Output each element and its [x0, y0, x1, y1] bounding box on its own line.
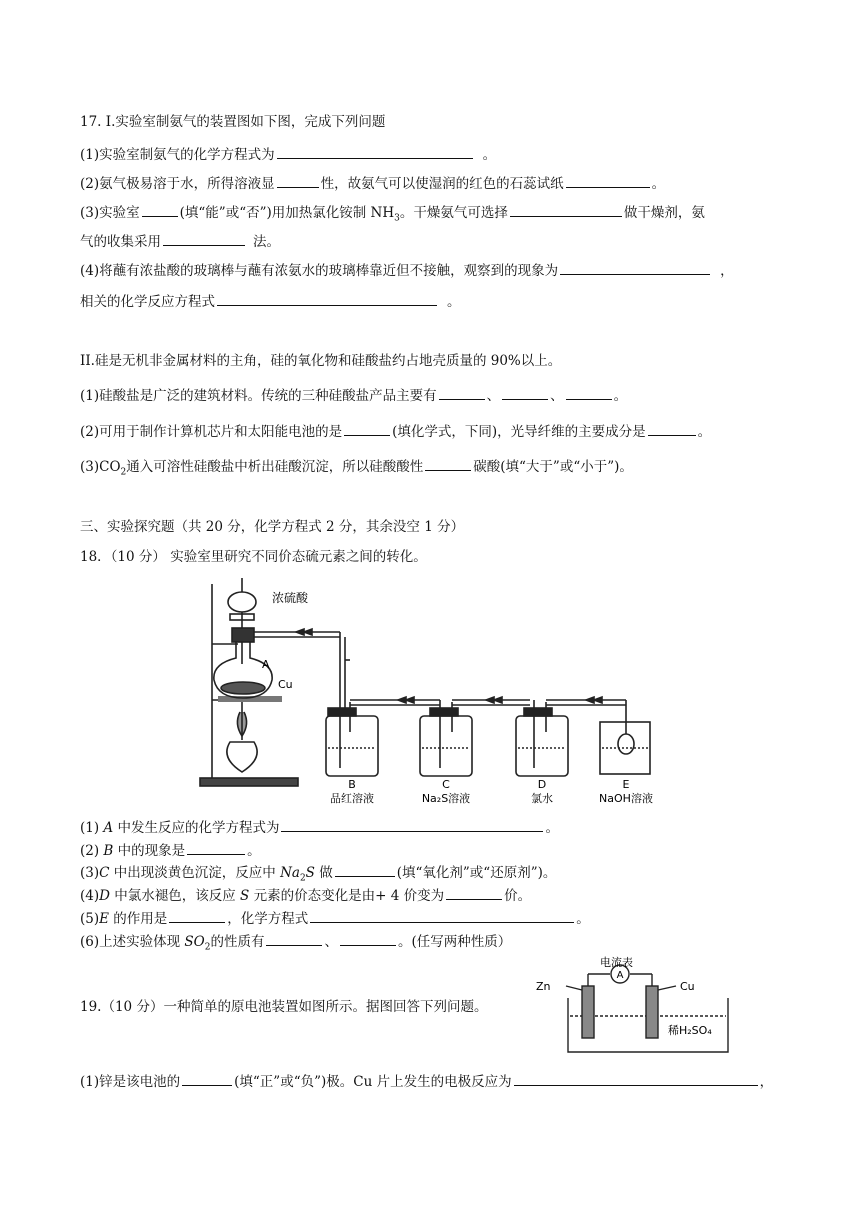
bottle-b-letter: B: [348, 778, 356, 791]
q18-part4: (4)D 中氯水褪色，该反应 S 元素的价态变化是由+ 4 价变为 价。: [80, 885, 531, 905]
beaker-e-label: NaOH溶液: [599, 792, 653, 805]
q17ii-part1: (1)硅酸盐是广泛的建筑材料。传统的三种硅酸盐产品主要有 、 、 。: [80, 385, 627, 405]
q18-part5: (5)E 的作用是 ，化学方程式 。: [80, 908, 590, 928]
q18-title: 18．（10 分） 实验室里研究不同价态硫元素之间的转化。: [80, 549, 427, 565]
q17-part3-cont: 气的收集采用 法。: [80, 231, 280, 251]
galvanic-cell-diagram: [528, 956, 778, 1056]
q18-part3: (3)C 中出现淡黄色沉淀，反应中 $Na_2S$ 做 (填“氧化剂”或“还原剂”)。: [80, 862, 556, 888]
q19-part1: (1)锌是该电池的 (填“正”或“负”)极。Cu 片上发生的电极反应为 ，: [80, 1071, 773, 1091]
q17-part4: (4)将蘸有浓盐酸的玻璃棒与蘸有浓氨水的玻璃棒靠近但不接触，观察到的现象为 ，: [80, 260, 734, 280]
copper-label: Cu: [278, 678, 293, 691]
bottle-c-letter: C: [442, 778, 450, 791]
beaker-e-letter: E: [622, 778, 630, 791]
bottle-b-label: 品红溶液: [330, 792, 374, 805]
acid-solution-label: 稀H₂SO₄: [668, 1024, 712, 1037]
q17-title: 17. Ⅰ.实验室制氨气的装置图如下图，完成下列问题: [80, 114, 386, 130]
sulfur-apparatus-diagram: [190, 572, 670, 812]
q17-part2: (2)氨气极易溶于水，所得溶液显 性，故氨气可以使湿润的红色的石蕊试纸 。: [80, 173, 665, 193]
q17-part4-cont: 相关的化学反应方程式 。: [80, 291, 461, 311]
copper-electrode-label: Cu: [680, 980, 695, 993]
section-three-heading: 三、实验探究题（共 20 分，化学方程式 2 分，其余没空 1 分）: [80, 519, 465, 535]
q17ii-part2: (2)可用于制作计算机芯片和太阳能电池的是 (填化学式，下同)，光导纤维的主要成分是 。: [80, 421, 711, 441]
bottle-c-label: Na₂S溶液: [421, 792, 471, 805]
zinc-label: Zn: [536, 980, 551, 993]
q17-part1: (1)实验室制氨气的化学方程式为 。: [80, 144, 496, 164]
q17ii-title: II.硅是无机非金属材料的主角，硅的氧化物和硅酸盐约占地壳质量的 90%以上。: [80, 353, 562, 369]
ammeter-symbol: A: [616, 970, 624, 981]
bottle-d-label: 氯水: [531, 792, 553, 805]
flask-label: A: [262, 658, 270, 671]
acid-label: 浓硫酸: [272, 591, 309, 605]
q18-part2: (2) B 中的现象是 。: [80, 840, 261, 860]
q19-title: 19.（10 分）一种简单的原电池装置如图所示。据图回答下列问题。: [80, 999, 488, 1015]
q17-part3: (3)实验室 (填“能”或“否”)用加热氯化铵制 $NH_3$。干燥氨气可选择 做干燥剂，氨: [80, 202, 705, 228]
q18-part6: (6)上述实验体现 $SO_2$的性质有 、 。(任写两种性质）: [80, 931, 511, 957]
ammeter-label: 电流表: [600, 956, 633, 969]
q17ii-part3: $(3)CO_2$通入可溶性硅酸盐中析出硅酸沉淀，所以硅酸酸性 碳酸(填“大于”或“小于”)。: [80, 456, 633, 482]
q18-part1: (1) A 中发生反应的化学方程式为 。: [80, 817, 559, 837]
bottle-d-letter: D: [537, 778, 547, 791]
